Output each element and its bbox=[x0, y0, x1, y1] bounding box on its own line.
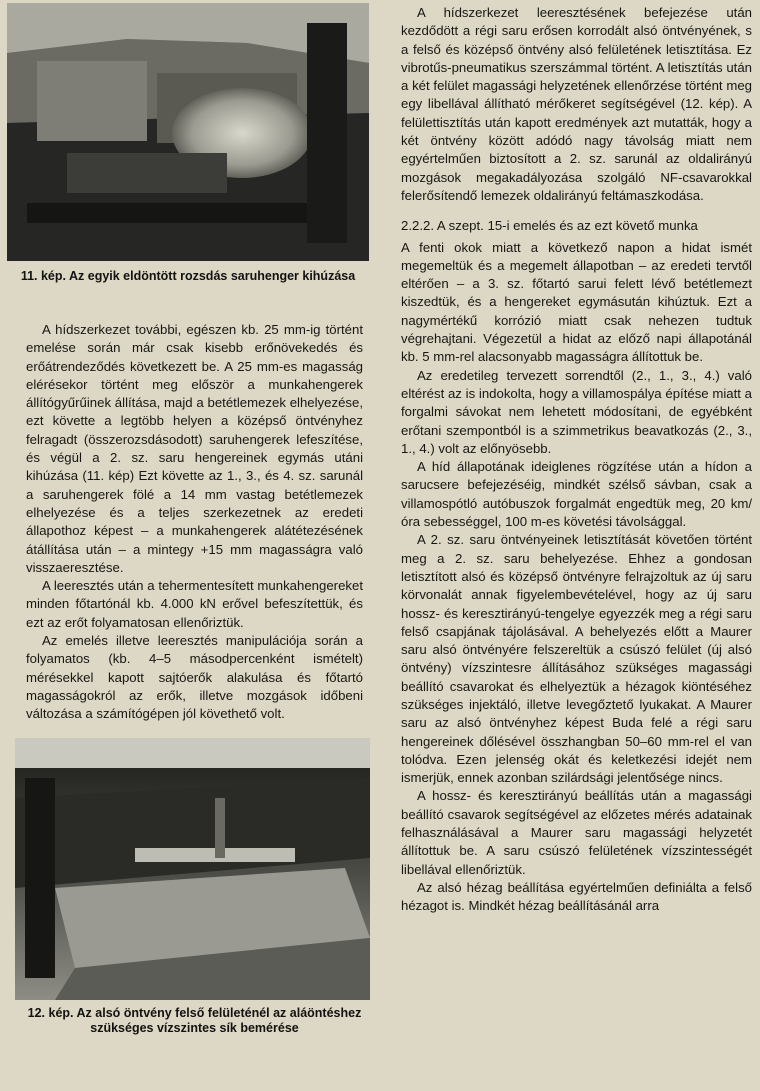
photo-level-measurement bbox=[15, 738, 370, 1000]
paragraph: Az alsó hézag beállítása egyértelműen definiálta a felső hézagot is. Mindkét hézag beállításánál arra bbox=[401, 879, 752, 914]
paragraph: A híd állapotának ideiglenes rögzítése után a hídon a sarucsere befejezéséig, mindkét szélső sávban, csak a villamospótló autóbuszok forgalmát engedtük meg, 20 km/óra sebességgel, 100 m-es követési távolsággal. bbox=[401, 459, 752, 530]
figure-11-caption: 11. kép. Az egyik eldöntött rozsdás saruhenger kihúzása bbox=[20, 269, 356, 283]
paragraph: Az emelés illetve leeresztés manipulációja során a folyamatos (kb. 4–5 másodpercenként ismételt) mérésekkel kapott sajtóerők alakulása és főtartó magasságokról az erők, illetve mozgások időbeni változása a számítógépen jól követhető volt. bbox=[26, 633, 363, 722]
paragraph: Az eredetileg tervezett sorrendtől (2., 1., 3., 4.) való eltérést az is indokolta, hogy a villamospálya építése miatt a forgalmi sávokat nem lehetett módosítani, de egyébként erőtani szempontból is a szimmetrikus beavatkozás (2., 3., 1., 4.) volt az előnyösebb. bbox=[401, 367, 752, 456]
right-text-column bbox=[401, 4, 752, 916]
paragraph: A hídszerkezet leeresztésének befejezése után kezdődött a régi saru erősen korrodált alsó öntvényének, s a felső és középső öntvény alsó felületének letisztítása. Ez vibrotűs-pneumatikus szerszámmal történt. A letisztítás után a két felület magassági helyzetének ellenőrzése történt meg egy libellával állítható mérőkeret segítségével (12. kép). A felülettisztítás után kapott eredmények azt mutatták, hogy a két öntvény között adódó nagy távolság miatt nem egyértelműen biztosított a 2. sz. sarunál az oldalirányú mozgások megakadályozása szolgáló NF-csavarokkal felerősítendő lemezek oldalirányú feltámaszkodása. bbox=[401, 5, 752, 203]
paragraph: A fenti okok miatt a következő napon a hidat ismét megemeltük és a megemelt állapotban – az eredeti tervtől eltérően – a 3. sz. főtartó sarui felett lévő betétlemezt kiszedtük, és a hengereket egymásután kihúztuk. Ezt a nagymértékű korrózió miatt csak nehezen tudtuk végrehajtani. Végezetül a hidat az előző napi állapotánál kb. 5 mm-rel alacsonyabb magasságra állítottuk be. bbox=[401, 239, 752, 365]
paragraph: A leeresztés után a tehermentesített munkahengereket minden főtartónál kb. 4.000 kN erővel befeszítettük, és ezt az erőt folyamatosan ellenőriztük. bbox=[26, 578, 363, 630]
paragraph: A 2. sz. saru öntvényeinek letisztítását követően történt meg a 2. sz. saru behelyezése. Ehhez a gondosan letisztított alsó és középső öntvényre felrajzoltuk az új saru körvonalát annak figyelembevételével, hogy az új saru hossz- és keresztirányú-tengelye egyezzék meg a régi saru felső csapjának tájolásával. A behelyezés előtt a Maurer saru alsó öntvényére felszereltük a csúszó felület (új alsó öntvény) vízszintesre állításához szükséges magassági beállító csavarokat és elhelyeztük a hézagok kiöntéséhez szükséges injektáló, illetve levegőztető lyukakat. A Maurer saru az alsó öntvényhez képest Buda felé a régi saru hengereinek dőlésével összhangban 50–60 mm-rel el van tolódva. Ezen jelenség okát és keletkezési idejét nem ismerjük, ennek azonban szilárdsági jelentősége nincs. bbox=[401, 532, 752, 786]
figure-12-caption: 12. kép. Az alsó öntvény felső felületénél az aláöntéshez szükséges vízszintes sík bemérése bbox=[27, 1006, 362, 1035]
section-heading: 2.2.2. A szept. 15-i emelés és az ezt követő munka bbox=[401, 218, 698, 234]
photo-rusty-bearing-roller bbox=[7, 3, 369, 261]
paragraph: A hossz- és keresztirányú beállítás után a magassági beállító csavarok segítségével az előzetes mérés adatainak felhasználásával a Maurer saru magassági helyzetét állítottuk be. A saru csúszó felületének vízszintességét libellával ellenőriztük. bbox=[401, 788, 752, 877]
left-text-column bbox=[26, 321, 363, 724]
paragraph: A hídszerkezet további, egészen kb. 25 mm-ig történt emelése során már csak kisebb erőnövekedés és erőátrendeződés következett be. A 25 mm-es magasság elérésekor történt meg először a munkahengerek állítógyűrűinek állítása, majd a betétlemezek elhelyezése, ezt követte a legtöbb helyen a középső öntvényhez felragadt (összerozsdásodott) saruhengerek lefeszítése, és végül a 2. sz. saru hengereinek egymás utáni kihúzása (11. kép) Ezt követte az 1., 3., és 4. sz. sarunál a saruhengerek fölé a 14 mm vastag betétlemezek elhelyezése és a teljes szerkezetnek az eredeti állapothoz képest – a munkahengerek alátétezésének átállítása után – a mintegy +15 mm magasságra való visszaeresztése. bbox=[26, 322, 363, 575]
